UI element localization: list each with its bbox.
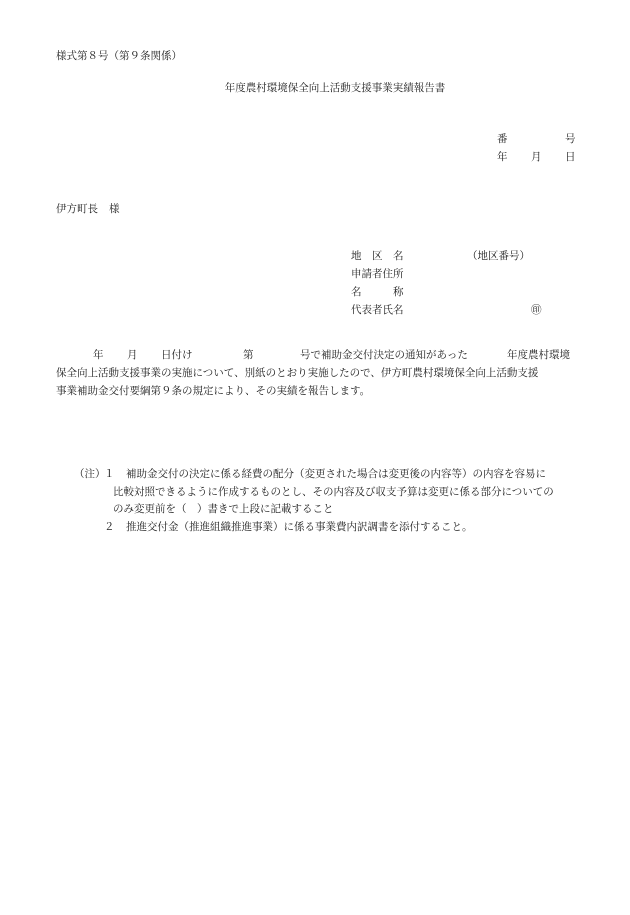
body-line-3 bbox=[56, 385, 576, 403]
district-number: （地区番号） bbox=[467, 250, 530, 262]
body-month: 月 bbox=[127, 349, 138, 361]
note-1-text-1: 補助金交付の決定に係る経費の配分（変更された場合は変更後の内容等）の内容を容易に bbox=[126, 468, 546, 480]
note-2-text-1: 推進交付金（推進組織推進事業）に係る事業費内訳調書を添付すること。 bbox=[126, 520, 473, 533]
form-number: 様式第８号（第９条関係） bbox=[56, 50, 182, 62]
date-day: 日 bbox=[565, 151, 576, 163]
district-row bbox=[351, 250, 591, 268]
note-1-text-3: のみ変更前を（ ）書きで上段に記載すること bbox=[113, 503, 334, 515]
date-year: 年 bbox=[497, 151, 508, 163]
number-kanji: 番 bbox=[497, 133, 508, 145]
note-2-number: ２ bbox=[104, 520, 115, 533]
note-1-line-3 bbox=[56, 503, 586, 521]
report-body bbox=[56, 349, 576, 403]
body-go: 号で補助金交付決定の通知があった bbox=[300, 349, 468, 361]
body-year: 年 bbox=[93, 349, 104, 361]
note-1-line-1 bbox=[56, 468, 586, 486]
number-suffix: 号 bbox=[565, 133, 576, 145]
note-1-number: １ bbox=[104, 468, 115, 480]
representative-label: 代表者氏名 bbox=[351, 304, 404, 316]
body-line-3-text: 事業補助金交付要綱第９条の規定により、その実績を報告します。 bbox=[56, 385, 371, 397]
body-dai: 第 bbox=[243, 349, 254, 361]
date-month: 月 bbox=[531, 151, 542, 163]
addressee-honorific: 様 bbox=[109, 203, 120, 215]
district-label: 地 区 名 bbox=[351, 250, 404, 262]
body-line-2 bbox=[56, 367, 576, 385]
body-dated: 日付け bbox=[161, 349, 193, 361]
body-fy: 年度農村環境 bbox=[507, 349, 570, 361]
addressee-name: 伊方町長 bbox=[56, 203, 98, 215]
applicant-block bbox=[351, 250, 591, 322]
name-label: 名 称 bbox=[351, 286, 404, 298]
address-label: 申請者住所 bbox=[351, 268, 404, 280]
document-title: 年度農村環境保全向上活動支援事業実績報告書 bbox=[224, 82, 446, 94]
address-row bbox=[351, 268, 591, 286]
note-1-text-2: 比較対照できるように作成するものとし、その内容及び収支予算は変更に係る部分についての bbox=[113, 485, 554, 498]
note-1-line-2 bbox=[56, 486, 586, 504]
body-line-2-text: 保全向上活動支援事業の実施について、別紙のとおり実施したので、伊方町農村環境保全向上活動支援 bbox=[56, 367, 539, 379]
representative-row bbox=[351, 304, 591, 322]
addressee bbox=[56, 203, 120, 216]
note-2-line-1 bbox=[56, 521, 586, 539]
name-row bbox=[351, 286, 591, 304]
seal-mark: ㊞ bbox=[531, 304, 542, 316]
notes-block bbox=[56, 468, 586, 538]
notes-label: （注） bbox=[74, 468, 106, 480]
body-line-1 bbox=[56, 349, 576, 367]
